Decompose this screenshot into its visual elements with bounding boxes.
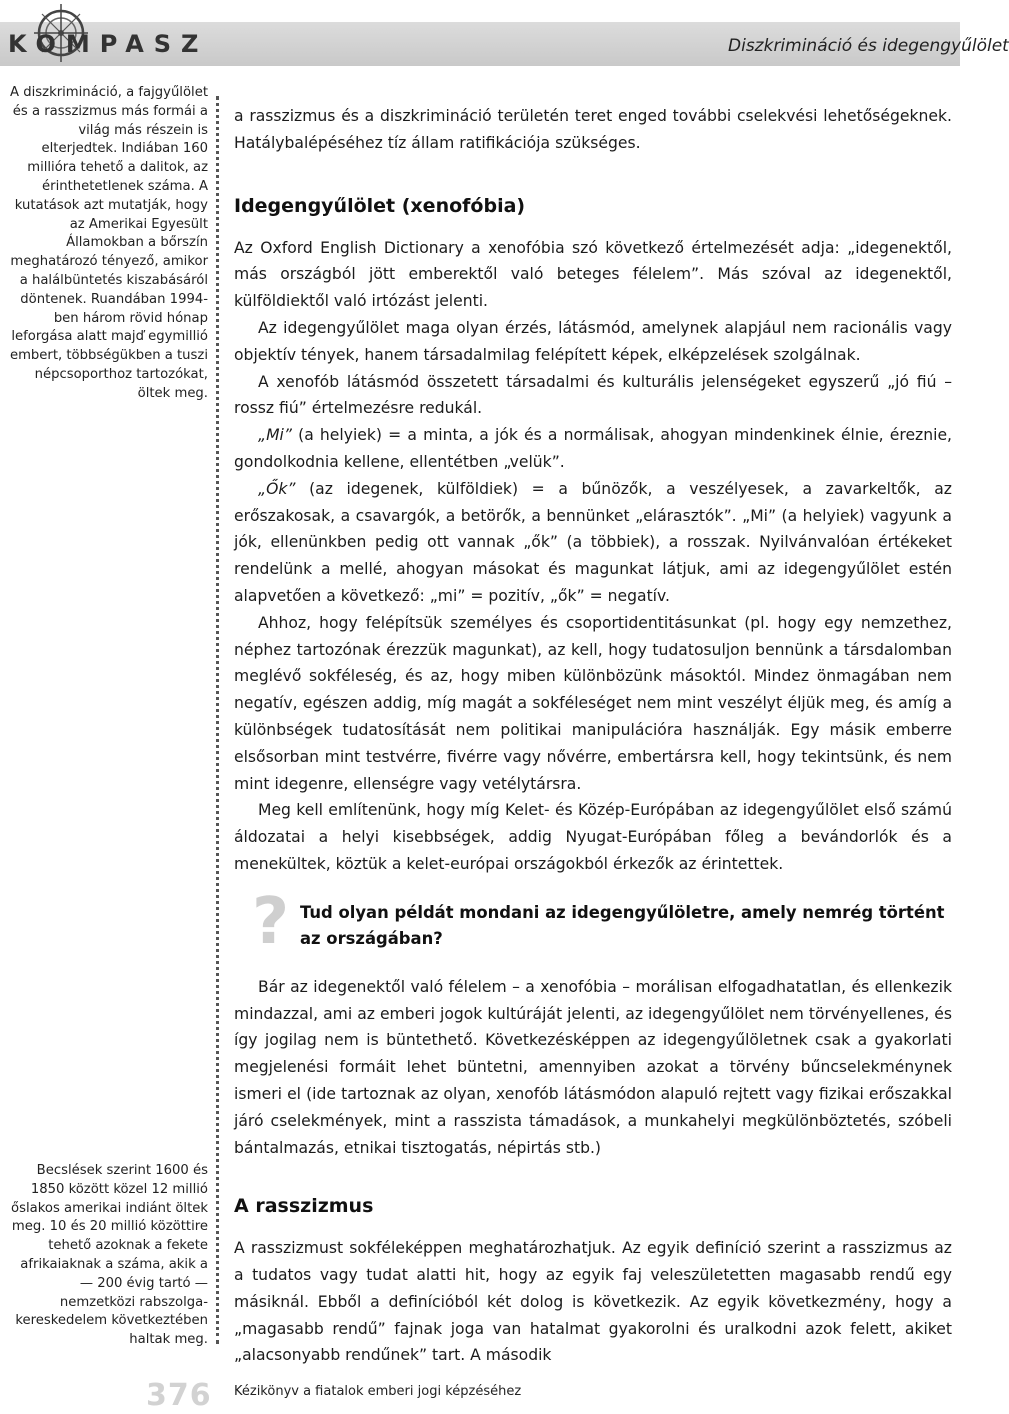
racism-heading: A rasszizmus <box>234 1195 374 1218</box>
question-box <box>234 884 952 959</box>
intro-paragraph: a rasszizmus és a diszkrimináció területén teret enged további cselekvési lehetőségeknek. Hatálybalépéséhez tíz állam ratifikációja szükséges. <box>234 107 952 152</box>
they-term: „Ők” <box>258 479 296 498</box>
sidebar-note-bottom: Becslések szerint 1600 és 1850 között közel 12 millió őslakos amerikai indiánt öltek meg. 10 és 20 millió közöttire tehető azoknak a fekete afrikaiaknak a száma, akik a — 200 évig tartó — nemzetközi rabszolga-kereskedelem következtében haltak meg. <box>11 1163 208 1348</box>
they-definition: (az idegenek, külföldiek) = a bűnözők, a veszélyesek, a zavarkeltők, az erőszakosak, a csavargók, a betörők, a bennünket „elárasztók”. „Mi” (a helyiek) vagyunk a jók, ellenünkben pedig ott vannak „ők” (a többiek), a rosszak. Nyilvánvalóan értékeket rendelünk a mellé, ahogyan másokat és magunkat látjuk, ami az idegengyűlölet estén alapvetően a következő: „mi” = pozitív, „ők” = negatív. <box>234 479 952 605</box>
xenophobia-paragraph-5 <box>234 476 952 610</box>
footer-book-title: Kézikönyv a fiatalok emberi jogi képzéséhez <box>234 1384 522 1399</box>
we-term: „Mi” <box>258 426 292 445</box>
sidebar-note-top: A diszkrimináció, a fajgyűlölet és a rasszizmus más formái a világ más részein is elterjedtek. Indiában 160 millióra tehető a dalitok, az érinthetetlenek száma. A kutatások azt mutatják, hogy az Amerikai Egyesült Államokban a bőrszín meghatározó tényező, amikor a halálbüntetés kiszabásáról döntenek. Ruandában 1994-ben három rövid hónap leforgása alatt majď egymillió embert, többségükben a tuszi népcsoporthoz tartozókat, öltek meg. <box>9 85 208 401</box>
xenophobia-paragraph-4 <box>234 422 952 476</box>
xenophobia-paragraph-3: A xenofób látásmód összetett társadalmi és kulturális jelenségeket egyszerű „jó fiú – rossz fiú” értelmezésre redukál. <box>234 372 952 418</box>
xenophobia-paragraph-7: Meg kell említenünk, hogy míg Kelet- és Közép-Európában az idegengyűlölet első számú áldozatai a helyi kisebbségek, addig Nyugat-Európában főleg a bevándorlók és a menekültek, köztük a kelet-európai országokból érkezők az érintettek. <box>234 801 952 873</box>
running-title: Diszkrimináció és idegengyűlölet <box>728 36 1009 56</box>
page-number: 376 <box>146 1378 212 1413</box>
column-divider <box>216 96 219 1344</box>
xenophobia-paragraph-2: Az idegengyűlölet maga olyan érzés, látásmód, amelynek alapjául nem racionális vagy objektív tények, hanem társadalmilag felépített képek, elképzelések szolgálnak. <box>234 318 952 364</box>
xenophobia-paragraph-8: Bár az idegenektől való félelem – a xenofóbia – morálisan elfogadhatatlan, és ellenkezik mindazzal, ami az emberi jogok kultúráját jelenti, az idegengyűlölet nem törvényellenes, és így jogilag nem is büntethető. Következésképpen az idegengyűlöletnek csak a gyakorlati megjelenési formáit lehet büntetni, amennyiben azokat a törvény bűncselekménynek ismeri el (ide tartoznak az olyan, xenofób látásmódon alapuló rejtett vagy fizikai erőszakkal járó cselekmények, mint a rasszista támadások, a munkahelyi megkülönböztetés, szóbeli bántalmazás, etnikai tisztogatás, népirtás stb.) <box>234 977 952 1157</box>
we-definition: (a helyiek) = a minta, a jók és a normálisak, ahogyan mindenkinek élnie, éreznie, gondolkodnia kellene, ellentétben „velük”. <box>234 426 952 471</box>
xenophobia-paragraph-1: Az Oxford English Dictionary a xenofóbia szó következő értelmezését adja: „idegenektől, más országból jött emberektől való beteges félelem”. Más szóval az idegenektől, külföldiektől való irtózást jelenti. <box>234 238 952 311</box>
xenophobia-paragraph-6: Ahhoz, hogy felépítsük személyes és csoportidentitásunkat (pl. hogy egy nemzethez, néphez tartozónak érezzük magunkat), az kell, hogy tudatosuljon bennünk a társdalomban meglévő sokféleség, és az, hogy miben különbözünk másoktól. Mindez önmagában nem negatív, egészen addig, míg magát a sokféleséget nem mint veszélyt éljük meg, és amíg a különbségek tudatosítását nem politikai manipulációra használják. Egy másik emberre elsősorban mint testvérre, fivérre vagy nővérre, embertársra kell, hogy tekintsünk, és nem mint idegenre, ellenségre vagy vetélytársra. <box>234 613 952 793</box>
question-mark-icon: ? <box>252 884 290 959</box>
question-text: Tud olyan példát mondani az idegengyűlöletre, amely nemrég történt az országában? <box>300 902 945 948</box>
main-column <box>234 103 952 1369</box>
xenophobia-heading: Idegengyűlölet (xenofóbia) <box>234 194 526 217</box>
racism-paragraph-1: A rasszizmust sokféleképpen meghatározhatjuk. Az egyik definíció szerint a rasszizmus az a tudatos vagy tudat alatti hit, hogy az egyik faj veleszületetten magasabb rendű egy másiknál. Ebből a definícióból két dolog is következik. Az egyik következmény, hogy a „magasabb rendű” fajnak joga van hatalmat gyakorolni és uralkodni azok felett, akiket „alacsonyabb rendűnek” tart. A második <box>234 1239 952 1365</box>
logo-text: KOMPASZ <box>8 30 209 58</box>
